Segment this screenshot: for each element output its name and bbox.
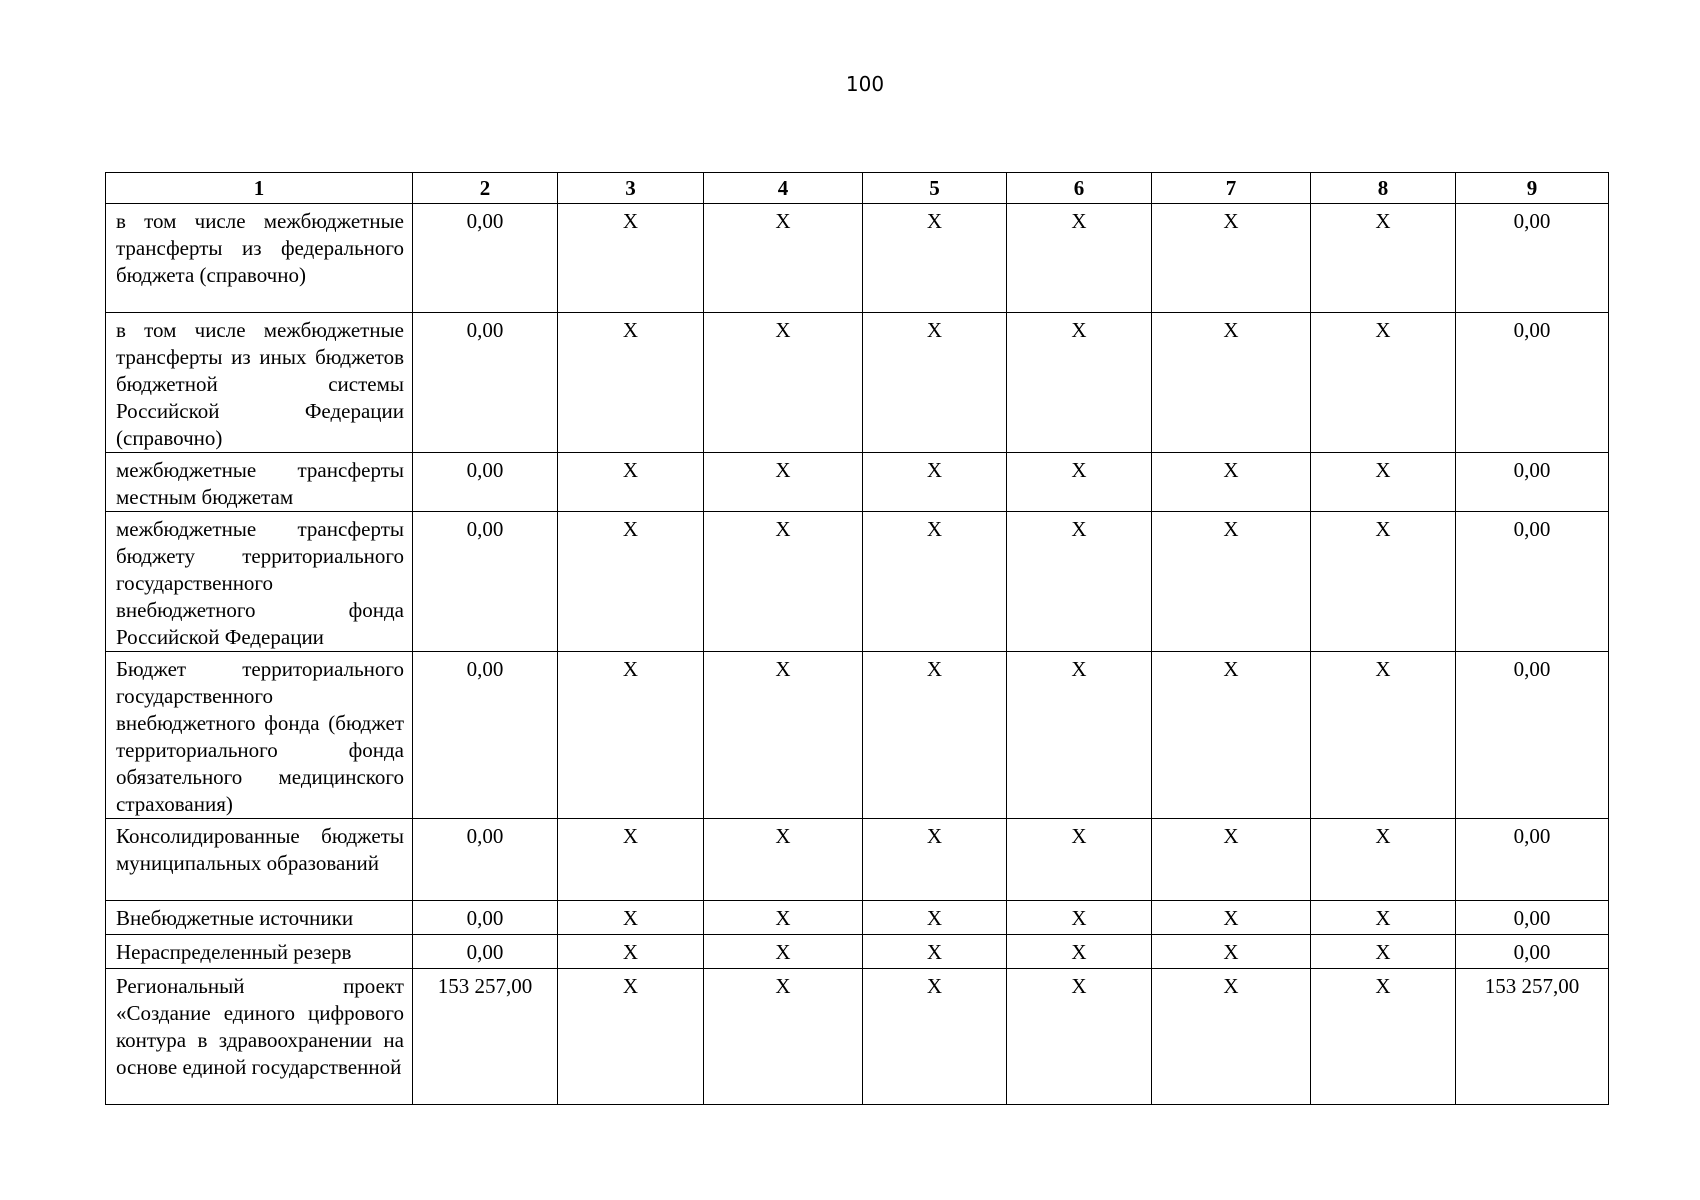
table-row	[106, 652, 1609, 819]
row-label: Нераспределенный резерв	[106, 935, 413, 969]
table-cell: 0,00	[1456, 512, 1609, 652]
table-cell: X	[1007, 313, 1152, 453]
table-cell: 0,00	[413, 453, 558, 512]
table-cell: X	[1152, 969, 1311, 1105]
table-cell: X	[558, 313, 704, 453]
table-cell: X	[1007, 901, 1152, 935]
table-row	[106, 969, 1609, 1105]
row-label: межбюджетные трансферты местным бюджетам	[106, 453, 413, 512]
row-label: межбюджетные трансферты бюджету территориального государственного внебюджетного фонда Российской Федерации	[106, 512, 413, 652]
table-cell: X	[704, 512, 863, 652]
table-cell: X	[1152, 512, 1311, 652]
table-cell: X	[558, 819, 704, 901]
table-cell: X	[863, 819, 1007, 901]
table-cell: X	[558, 901, 704, 935]
table-cell: 0,00	[413, 204, 558, 313]
table-cell: X	[863, 901, 1007, 935]
table-cell: X	[1152, 453, 1311, 512]
row-label: в том числе межбюджетные трансферты из иных бюджетов бюджетной системы Российской Федерации (справочно)	[106, 313, 413, 453]
table-cell: X	[558, 453, 704, 512]
table-cell: X	[1152, 935, 1311, 969]
table-cell: 0,00	[1456, 313, 1609, 453]
table-cell: X	[558, 969, 704, 1105]
table-cell: X	[863, 204, 1007, 313]
table-cell: X	[704, 204, 863, 313]
page-number: 100	[845, 72, 885, 96]
table-cell: X	[1152, 313, 1311, 453]
column-header: 9	[1456, 173, 1609, 204]
table-cell: X	[558, 204, 704, 313]
table-cell: X	[704, 453, 863, 512]
table-row	[106, 313, 1609, 453]
table-cell: X	[1311, 901, 1456, 935]
table-cell: X	[1311, 935, 1456, 969]
table-row	[106, 901, 1609, 935]
row-label: Региональный проект «Создание единого цифрового контура в здравоохранении на основе единой государственной	[106, 969, 413, 1105]
table-cell: X	[1311, 652, 1456, 819]
table-cell: X	[704, 652, 863, 819]
table-cell: 0,00	[413, 819, 558, 901]
table-cell: X	[704, 969, 863, 1105]
row-label: Консолидированные бюджеты муниципальных образований	[106, 819, 413, 901]
table-cell: 0,00	[1456, 204, 1609, 313]
table-cell: 0,00	[413, 901, 558, 935]
column-header: 7	[1152, 173, 1311, 204]
table-cell: X	[1152, 819, 1311, 901]
table-cell: 0,00	[1456, 819, 1609, 901]
table-cell: X	[1007, 969, 1152, 1105]
table-cell: X	[1152, 901, 1311, 935]
column-header: 3	[558, 173, 704, 204]
table-cell: X	[863, 453, 1007, 512]
table-cell: X	[1007, 652, 1152, 819]
column-header: 8	[1311, 173, 1456, 204]
table-cell: 0,00	[413, 313, 558, 453]
table-cell: X	[863, 969, 1007, 1105]
table-cell: 0,00	[413, 935, 558, 969]
table-cell: X	[1007, 512, 1152, 652]
table-cell: 0,00	[1456, 901, 1609, 935]
table-cell: X	[558, 935, 704, 969]
table-cell: X	[704, 935, 863, 969]
table-cell: X	[558, 512, 704, 652]
table-row	[106, 512, 1609, 652]
row-label: Внебюджетные источники	[106, 901, 413, 935]
table-cell: X	[1311, 512, 1456, 652]
table-row	[106, 453, 1609, 512]
table-cell: X	[1007, 453, 1152, 512]
column-header: 2	[413, 173, 558, 204]
row-label: в том числе межбюджетные трансферты из федерального бюджета (справочно)	[106, 204, 413, 313]
table-cell: X	[1007, 204, 1152, 313]
table-cell: X	[1311, 313, 1456, 453]
table-cell: X	[704, 901, 863, 935]
table-row	[106, 935, 1609, 969]
table-cell: X	[1007, 935, 1152, 969]
table-cell: X	[704, 313, 863, 453]
row-label: Бюджет территориального государственного внебюджетного фонда (бюджет территориального фонда обязательного медицинского страхования)	[106, 652, 413, 819]
table-cell: X	[1152, 204, 1311, 313]
table-cell: 153 257,00	[413, 969, 558, 1105]
column-header: 5	[863, 173, 1007, 204]
table-cell: X	[1311, 453, 1456, 512]
budget-table	[105, 172, 1609, 1105]
table-cell: X	[1007, 819, 1152, 901]
table-cell: X	[704, 819, 863, 901]
table-cell: 0,00	[413, 512, 558, 652]
table-row	[106, 819, 1609, 901]
column-header: 6	[1007, 173, 1152, 204]
table-cell: X	[863, 652, 1007, 819]
table-cell: 0,00	[413, 652, 558, 819]
column-header: 4	[704, 173, 863, 204]
table-cell: X	[863, 935, 1007, 969]
table-row	[106, 204, 1609, 313]
column-header: 1	[106, 173, 413, 204]
table-cell: 0,00	[1456, 652, 1609, 819]
table-cell: X	[863, 512, 1007, 652]
table-cell: X	[1311, 819, 1456, 901]
table-cell: X	[1311, 969, 1456, 1105]
table-cell: 153 257,00	[1456, 969, 1609, 1105]
table-cell: 0,00	[1456, 935, 1609, 969]
table-cell: X	[1152, 652, 1311, 819]
table-cell: X	[863, 313, 1007, 453]
table-cell: X	[558, 652, 704, 819]
table-cell: 0,00	[1456, 453, 1609, 512]
header-row	[106, 173, 1609, 204]
table-cell: X	[1311, 204, 1456, 313]
